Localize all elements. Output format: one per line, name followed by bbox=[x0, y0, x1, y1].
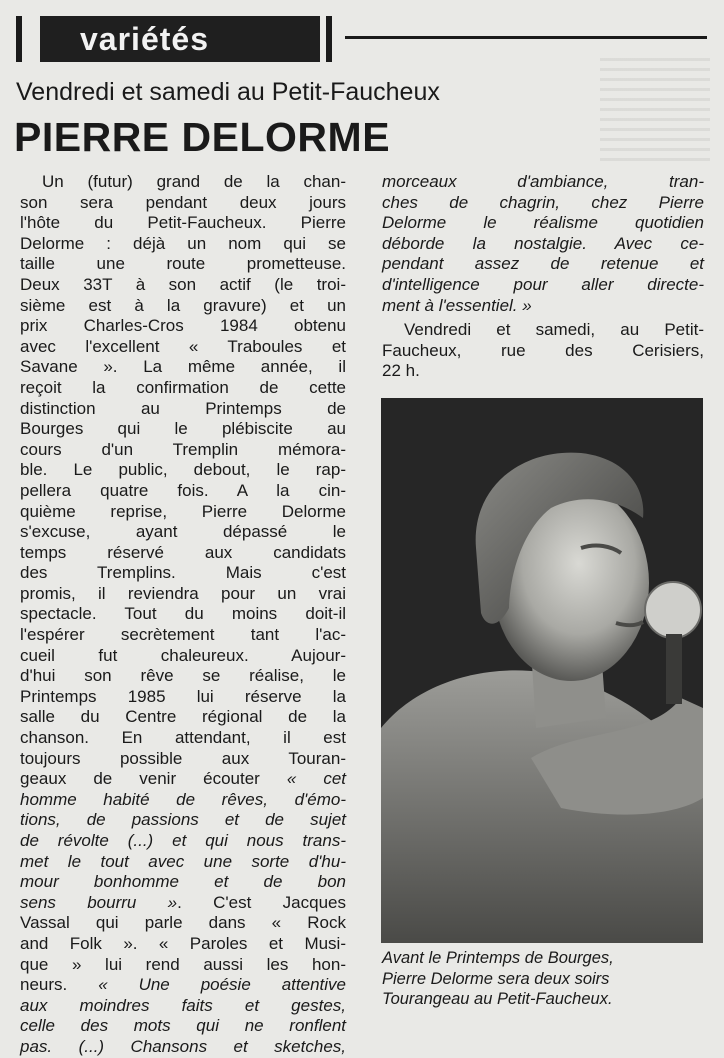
text-run: l'espérer secrètement tant l'ac- bbox=[20, 625, 346, 645]
text-line bbox=[20, 625, 346, 646]
text-line bbox=[20, 543, 346, 564]
text-line bbox=[20, 172, 346, 193]
text-line bbox=[20, 399, 346, 420]
quote-run: ches de chagrin, chez Pierre bbox=[382, 192, 704, 212]
text-line bbox=[20, 975, 346, 996]
text-run: and Folk ». « Paroles et Musi- bbox=[20, 933, 346, 953]
quote-run: aux moindres faits et gestes, bbox=[20, 995, 346, 1015]
rubric-mid-bar bbox=[326, 16, 332, 62]
text-run: salle du Centre régional de la bbox=[20, 707, 346, 727]
text-run: ble. Le public, debout, le rap- bbox=[20, 460, 346, 480]
quote-run: « cet bbox=[286, 769, 347, 789]
text-line bbox=[20, 481, 346, 502]
text-line bbox=[20, 913, 346, 934]
text-run: geaux de venir écouter bbox=[20, 769, 287, 789]
text-run: chanson. En attendant, il est bbox=[20, 728, 346, 748]
show-through-texture bbox=[600, 58, 710, 168]
text-run: prix Charles-Cros 1984 obtenu bbox=[20, 316, 346, 336]
text-line bbox=[20, 584, 346, 605]
text-line bbox=[382, 213, 704, 234]
text-run: distinction au Printemps de bbox=[20, 398, 346, 418]
article-photo bbox=[381, 398, 703, 943]
text-line bbox=[20, 1016, 346, 1037]
section-rubric: variétés bbox=[40, 16, 320, 62]
text-run: 22 h. bbox=[382, 361, 420, 381]
article-headline: PIERRE DELORME bbox=[14, 114, 391, 160]
text-run: temps réservé aux candidats bbox=[20, 542, 346, 562]
quote-run: sens bourru » bbox=[20, 892, 178, 912]
text-line bbox=[20, 852, 346, 873]
text-run: que » lui rend aussi les hon- bbox=[20, 954, 346, 974]
text-line bbox=[382, 254, 704, 275]
caption-line: Tourangeau au Petit-Faucheux. bbox=[382, 990, 613, 1008]
text-line bbox=[20, 275, 346, 296]
text-line bbox=[20, 337, 346, 358]
text-run: cours d'un Tremplin mémora- bbox=[20, 439, 346, 459]
quote-run: morceaux d'ambiance, tran- bbox=[382, 172, 704, 191]
quote-run: d'intelligence pour aller directe- bbox=[382, 274, 704, 294]
rubric-left-bar bbox=[16, 16, 22, 62]
text-run: Delorme : déjà un nom qui se bbox=[20, 233, 346, 253]
text-run: taille une route prometteuse. bbox=[20, 254, 346, 274]
photo-caption bbox=[382, 948, 706, 1010]
singer-photo-illustration bbox=[381, 398, 703, 943]
quote-run: ment à l'essentiel. » bbox=[382, 295, 532, 315]
text-run: Savane ». La même année, il bbox=[20, 357, 346, 377]
text-run: Deux 33T à son actif (le troi- bbox=[20, 274, 346, 294]
quote-run: de révolte (...) et qui nous trans- bbox=[20, 831, 346, 850]
rubric-rule bbox=[345, 36, 707, 39]
quote-run: celle des mots qui ne ronflent bbox=[20, 1016, 346, 1036]
text-line bbox=[20, 810, 346, 831]
text-run: d'hui son rêve se réalise, le bbox=[20, 666, 346, 686]
text-line bbox=[20, 666, 346, 687]
text-line bbox=[20, 234, 346, 255]
text-line bbox=[20, 728, 346, 749]
quote-run: déborde la nostalgie. Avec ce- bbox=[382, 233, 704, 253]
caption-line: Avant le Printemps de Bourges, bbox=[382, 949, 614, 967]
quote-run: tions, de passions et de sujet bbox=[20, 810, 346, 830]
text-line bbox=[20, 769, 346, 790]
text-line bbox=[20, 419, 346, 440]
text-line bbox=[382, 296, 704, 317]
text-run: Bourges qui le plébiscite au bbox=[20, 419, 346, 439]
text-line bbox=[20, 1037, 346, 1058]
text-line bbox=[382, 234, 704, 255]
text-run: des Tremplins. Mais c'est bbox=[20, 563, 346, 583]
text-line bbox=[20, 440, 346, 461]
text-line bbox=[20, 296, 346, 317]
text-line bbox=[20, 378, 346, 399]
text-run: Vassal qui parle dans « Rock bbox=[20, 913, 346, 933]
body-column-right bbox=[382, 172, 704, 316]
text-line bbox=[382, 193, 704, 214]
text-run: reçoit la confirmation de cette bbox=[20, 377, 346, 397]
text-run: promis, il reviendra pour un vrai bbox=[20, 583, 346, 603]
article-kicker: Vendredi et samedi au Petit-Faucheux bbox=[16, 78, 440, 106]
text-run: son sera pendant deux jours bbox=[20, 192, 346, 212]
text-line bbox=[20, 460, 346, 481]
text-line bbox=[382, 341, 704, 362]
text-line bbox=[20, 604, 346, 625]
text-run: spectacle. Tout du moins doit-il bbox=[20, 604, 346, 624]
text-run: neurs. bbox=[20, 975, 99, 995]
text-run: quième reprise, Pierre Delorme bbox=[20, 501, 346, 521]
text-run: sième est à la gravure) et un bbox=[20, 295, 346, 315]
text-line bbox=[20, 213, 346, 234]
text-run: pellera quatre fois. A la cin- bbox=[20, 480, 346, 500]
text-line bbox=[20, 646, 346, 667]
text-line bbox=[20, 193, 346, 214]
text-line bbox=[20, 749, 346, 770]
text-line bbox=[20, 707, 346, 728]
text-run: cueil fut chaleureux. Aujour- bbox=[20, 645, 346, 665]
text-line bbox=[20, 790, 346, 811]
quote-run: homme habité de rêves, d'émo- bbox=[20, 789, 346, 809]
text-run: avec l'excellent « Traboules et bbox=[20, 336, 346, 356]
text-run: toujours possible aux Touran- bbox=[20, 748, 346, 768]
text-line bbox=[20, 831, 346, 852]
text-run: Un (futur) grand de la chan- bbox=[42, 172, 346, 191]
quote-run: pendant assez de retenue et bbox=[382, 254, 704, 274]
body-column-left bbox=[20, 172, 346, 1058]
quote-run: met le tout avec une sorte d'hu- bbox=[20, 851, 346, 871]
text-line bbox=[382, 320, 704, 341]
caption-line: Pierre Delorme sera deux soirs bbox=[382, 969, 610, 988]
quote-run: « Une poésie attentive bbox=[98, 975, 346, 995]
text-line bbox=[20, 893, 346, 914]
text-line bbox=[20, 316, 346, 337]
text-line bbox=[20, 563, 346, 584]
text-run: Printemps 1985 lui réserve la bbox=[20, 686, 346, 706]
text-line bbox=[20, 996, 346, 1017]
text-line bbox=[20, 357, 346, 378]
text-line bbox=[20, 502, 346, 523]
text-line bbox=[382, 275, 704, 296]
text-line bbox=[20, 687, 346, 708]
text-line bbox=[382, 361, 704, 382]
text-line bbox=[20, 955, 346, 976]
text-run: Faucheux, rue des Cerisiers, bbox=[382, 340, 704, 360]
text-line bbox=[20, 934, 346, 955]
text-run: s'excuse, ayant dépassé le bbox=[20, 522, 346, 542]
text-line bbox=[382, 172, 704, 193]
venue-info bbox=[382, 320, 704, 382]
text-run: l'hôte du Petit-Faucheux. Pierre bbox=[20, 213, 346, 233]
text-line bbox=[20, 872, 346, 893]
text-run: Vendredi et samedi, au Petit- bbox=[404, 320, 704, 339]
quote-run: pas. (...) Chansons et sketches, bbox=[20, 1036, 346, 1056]
text-line bbox=[20, 254, 346, 275]
text-line bbox=[20, 522, 346, 543]
quote-run: mour bonhomme et de bon bbox=[20, 872, 346, 892]
text-run: . C'est Jacques bbox=[177, 892, 346, 912]
quote-run: Delorme le réalisme quotidien bbox=[382, 213, 704, 233]
